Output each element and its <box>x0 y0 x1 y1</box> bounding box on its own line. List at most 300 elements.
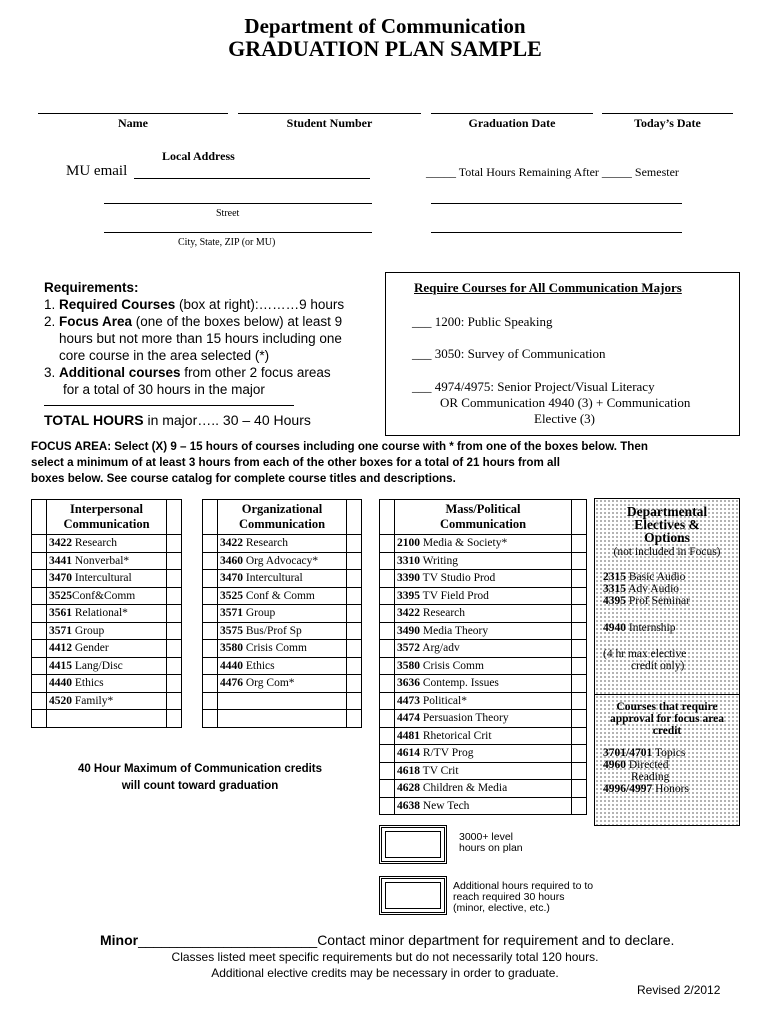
dept-course-4940[interactable] <box>603 622 739 634</box>
course-title: Political* <box>420 694 467 707</box>
course-title: Lang/Disc <box>72 659 123 672</box>
interpersonal-h1: Interpersonal <box>70 502 143 516</box>
course-cell <box>47 622 167 640</box>
dept-note-1: (4 hr max elective <box>603 648 687 660</box>
course-checkbox[interactable] <box>380 657 395 675</box>
required-course-4974[interactable]: ___ 4974/4975: Senior Project/Visual Literacy <box>412 379 655 394</box>
course-checkbox-right[interactable] <box>572 605 587 623</box>
course-checkbox[interactable] <box>203 657 218 675</box>
table-row <box>203 605 362 623</box>
table-row <box>203 535 362 553</box>
organizational-header-check <box>203 500 218 535</box>
required-course-3050[interactable]: ___ 3050: Survey of Communication <box>412 346 606 361</box>
course-checkbox[interactable] <box>32 535 47 553</box>
approval-topics-num: 3701/4701 <box>603 747 653 759</box>
course-title: Relational* <box>72 607 128 620</box>
dept-divider <box>595 694 739 695</box>
table-row <box>380 710 587 728</box>
box1-line1: 3000+ level <box>459 831 514 843</box>
req2-line2: hours but not more than 15 hours including one <box>59 331 342 346</box>
course-checkbox-right[interactable] <box>347 640 362 658</box>
course-checkbox[interactable] <box>32 692 47 710</box>
req1-bold: Required Courses <box>59 297 176 312</box>
course-cell <box>218 640 347 658</box>
dept-4395-num: 4395 <box>603 595 626 607</box>
dept-sub: (not included in Focus) <box>613 546 721 558</box>
req3-rest: from other 2 focus areas <box>180 365 331 380</box>
course-cell <box>47 587 167 605</box>
blank-checkbox-right[interactable] <box>167 710 182 728</box>
dept-note-2: credit only) <box>631 660 685 672</box>
course-cell <box>47 535 167 553</box>
course-title: Research <box>72 537 118 550</box>
course-checkbox-right[interactable] <box>572 727 587 745</box>
course-checkbox[interactable] <box>380 552 395 570</box>
course-cell <box>395 675 572 693</box>
max-note-2: will count toward graduation <box>121 780 279 792</box>
course-checkbox[interactable] <box>32 640 47 658</box>
approval-4960-line2: Reading <box>631 771 670 783</box>
requirement-2: 2. Focus Area (one of the boxes below) at least 9 <box>44 314 343 329</box>
mass-political-table <box>379 499 587 815</box>
dept-2315-num: 2315 <box>603 571 626 583</box>
course-checkbox-right[interactable] <box>572 762 587 780</box>
dept-course-2315[interactable] <box>603 571 739 583</box>
course-checkbox-right[interactable] <box>167 622 182 640</box>
course-title: Nonverbal* <box>72 554 130 567</box>
course-title: TV Field Prod <box>420 589 489 602</box>
organizational-table <box>202 499 362 728</box>
total-hours-rest: in major….. 30 – 40 Hours <box>143 412 311 428</box>
course-checkbox-right[interactable] <box>347 675 362 693</box>
minor-rest: _______________________Contact minor department for requirement and to declare. <box>138 932 675 948</box>
course-number: 3572 <box>397 642 420 655</box>
todays-date-line[interactable] <box>602 113 733 114</box>
course-checkbox[interactable] <box>32 587 47 605</box>
course-title: Rhetorical Crit <box>420 729 492 742</box>
table-row <box>380 622 587 640</box>
table-row <box>380 657 587 675</box>
course-checkbox-right[interactable] <box>167 552 182 570</box>
table-row <box>32 657 182 675</box>
course-number: 3571 <box>49 624 72 637</box>
mass-h2: Communication <box>439 517 527 531</box>
blank-checkbox-right[interactable] <box>347 692 362 710</box>
course-number: 3561 <box>49 607 72 620</box>
table-row <box>380 745 587 763</box>
req2-bold: Focus Area <box>59 314 133 329</box>
minor-line[interactable] <box>100 932 674 948</box>
course-checkbox[interactable] <box>32 622 47 640</box>
course-cell <box>395 587 572 605</box>
interpersonal-header-check-right <box>167 500 182 535</box>
course-cell <box>395 552 572 570</box>
course-title: Crisis Comm <box>243 642 307 655</box>
course-checkbox-right[interactable] <box>572 675 587 693</box>
course-cell <box>395 640 572 658</box>
dept-course-4395[interactable] <box>603 595 739 607</box>
table-row <box>203 640 362 658</box>
course-title: TV Crit <box>420 764 459 777</box>
total-hours <box>44 412 311 429</box>
table-row <box>32 570 182 588</box>
approval-4960-name: Directed <box>626 759 669 771</box>
approval-4960-num: 4960 <box>603 759 626 771</box>
course-number: 3470 <box>220 572 243 585</box>
requirements-heading: Requirements: <box>44 280 139 295</box>
course-number: 3422 <box>220 537 243 550</box>
course-cell <box>395 797 572 815</box>
course-title: Org Advocacy* <box>243 554 319 567</box>
blank-row[interactable] <box>203 692 362 710</box>
street-line[interactable] <box>104 203 372 204</box>
blank-row[interactable] <box>203 710 362 728</box>
table-row <box>32 552 182 570</box>
course-checkbox-right[interactable] <box>347 570 362 588</box>
course-title: Children & Media <box>420 782 508 795</box>
course-number: 3395 <box>397 589 420 602</box>
mu-email-label: MU email <box>66 163 128 179</box>
course-cell <box>218 675 347 693</box>
course-checkbox[interactable] <box>203 605 218 623</box>
course-number: 4520 <box>49 694 72 707</box>
blank-cell[interactable] <box>47 710 167 728</box>
course-cell <box>395 605 572 623</box>
course-checkbox[interactable] <box>32 675 47 693</box>
course-cell <box>47 570 167 588</box>
required-course-1200[interactable]: ___ 1200: Public Speaking <box>412 314 553 329</box>
course-cell <box>395 710 572 728</box>
course-title: Research <box>243 537 289 550</box>
approval-course-topics[interactable] <box>603 747 739 759</box>
course-checkbox-right[interactable] <box>572 657 587 675</box>
course-checkbox-right[interactable] <box>572 692 587 710</box>
course-checkbox-right[interactable] <box>572 587 587 605</box>
mass-header-check-right <box>572 500 587 535</box>
course-checkbox-right[interactable] <box>167 587 182 605</box>
course-checkbox-right[interactable] <box>167 692 182 710</box>
name-line[interactable] <box>38 113 228 114</box>
course-number: 2100 <box>397 537 420 550</box>
todays-date-label: Today’s Date <box>634 116 701 130</box>
course-checkbox[interactable] <box>203 640 218 658</box>
interpersonal-table <box>31 499 182 728</box>
mass-header <box>395 500 572 535</box>
table-row <box>203 570 362 588</box>
course-checkbox-right[interactable] <box>167 605 182 623</box>
course-checkbox[interactable] <box>380 710 395 728</box>
approval-topics-name: Topics <box>652 747 686 759</box>
course-number: 3422 <box>49 537 72 550</box>
dept-2315-name: Basic Audio <box>626 571 686 583</box>
course-checkbox-right[interactable] <box>347 605 362 623</box>
requirement-3: 3. Additional courses from other 2 focus areas <box>44 365 331 380</box>
approval-course-4960[interactable] <box>603 759 739 771</box>
course-number: 3525 <box>220 589 243 602</box>
blank-row[interactable] <box>32 710 182 728</box>
street-label: Street <box>216 208 240 219</box>
course-title: Family* <box>72 694 114 707</box>
level-3000-label <box>459 832 523 854</box>
approval-course-honors[interactable] <box>603 783 739 795</box>
requirement-1: 1. Required Courses (box at right):………9 hours <box>44 297 345 312</box>
mass-h1: Mass/Political <box>445 502 521 516</box>
required-course-elective: Elective (3) <box>534 411 595 426</box>
course-checkbox[interactable] <box>203 535 218 553</box>
course-cell <box>47 692 167 710</box>
course-checkbox-right[interactable] <box>572 552 587 570</box>
course-cell <box>218 570 347 588</box>
course-cell <box>395 780 572 798</box>
req2-rest: (one of the boxes below) at least 9 <box>132 314 343 329</box>
table-row <box>203 657 362 675</box>
course-cell <box>47 657 167 675</box>
course-checkbox[interactable] <box>380 535 395 553</box>
course-cell <box>395 692 572 710</box>
course-cell <box>395 657 572 675</box>
max-note-1: 40 Hour Maximum of Communication credits <box>77 763 323 775</box>
dept-heading-2: Electives & <box>634 517 700 532</box>
course-checkbox[interactable] <box>32 552 47 570</box>
course-checkbox-right[interactable] <box>572 745 587 763</box>
student-number-line[interactable] <box>238 113 421 114</box>
course-checkbox[interactable] <box>380 675 395 693</box>
dept-heading-3: Options <box>644 530 690 545</box>
course-checkbox[interactable] <box>380 640 395 658</box>
course-title: Ethics <box>72 677 104 690</box>
focus-line-1: FOCUS AREA: Select (X) 9 – 15 hours of courses including one course with * from one of the boxes below. Then <box>31 440 648 453</box>
blank-checkbox[interactable] <box>203 710 218 728</box>
course-checkbox-right[interactable] <box>347 622 362 640</box>
organizational-header-check-right <box>347 500 362 535</box>
course-checkbox[interactable] <box>203 552 218 570</box>
graduation-date-line[interactable] <box>431 113 593 114</box>
course-checkbox[interactable] <box>380 570 395 588</box>
dept-4940-num: 4940 <box>603 622 626 634</box>
course-checkbox-right[interactable] <box>572 570 587 588</box>
course-checkbox[interactable] <box>380 745 395 763</box>
interpersonal-header-check <box>32 500 47 535</box>
total-hours-remaining: _____ Total Hours Remaining After _____ Semester <box>426 165 679 179</box>
course-cell <box>395 535 572 553</box>
approval-honors-num: 4996/4997 <box>603 783 653 795</box>
revised-date: Revised 2/2012 <box>637 983 721 997</box>
blank-checkbox-right[interactable] <box>347 710 362 728</box>
total-hours-bold: TOTAL HOURS <box>44 412 144 428</box>
required-course-4940-alt: OR Communication 4940 (3) + Communication <box>440 395 691 410</box>
table-row <box>380 605 587 623</box>
interpersonal-h2: Communication <box>63 517 150 531</box>
req1-rest: (box at right):………9 hours <box>175 297 345 312</box>
focus-line-2: select a minimum of at least 3 hours from each of the other boxes for a total of 21 hours from all <box>31 456 560 469</box>
table-row <box>203 587 362 605</box>
course-checkbox-right[interactable] <box>572 797 587 815</box>
mu-email-line[interactable] <box>134 178 370 179</box>
semester-line-2[interactable] <box>431 232 682 233</box>
blank-cell[interactable] <box>218 692 347 710</box>
required-courses-heading: Require Courses for All Communication Majors <box>414 280 682 295</box>
course-checkbox[interactable] <box>32 657 47 675</box>
blank-cell[interactable] <box>218 710 347 728</box>
course-checkbox[interactable] <box>203 570 218 588</box>
course-checkbox[interactable] <box>203 587 218 605</box>
table-row <box>32 675 182 693</box>
course-checkbox-right[interactable] <box>347 657 362 675</box>
course-checkbox[interactable] <box>380 587 395 605</box>
course-checkbox-right[interactable] <box>572 780 587 798</box>
course-number: 3580 <box>220 642 243 655</box>
course-checkbox[interactable] <box>380 605 395 623</box>
course-number: 3390 <box>397 572 420 585</box>
course-title: Writing <box>420 554 458 567</box>
course-number: 3310 <box>397 554 420 567</box>
course-cell <box>218 622 347 640</box>
course-cell <box>47 552 167 570</box>
table-row <box>380 692 587 710</box>
approval-honors-name: Honors <box>652 783 689 795</box>
course-checkbox[interactable] <box>32 570 47 588</box>
course-cell <box>47 675 167 693</box>
table-row <box>380 762 587 780</box>
course-checkbox-right[interactable] <box>347 535 362 553</box>
course-cell <box>395 745 572 763</box>
course-cell <box>47 605 167 623</box>
course-number: 4614 <box>397 747 420 760</box>
graduation-date-label: Graduation Date <box>468 116 556 130</box>
course-title: Research <box>420 607 466 620</box>
table-row <box>380 535 587 553</box>
course-title: Intercultural <box>243 572 303 585</box>
course-checkbox[interactable] <box>380 797 395 815</box>
course-number: 4415 <box>49 659 72 672</box>
course-number: 4412 <box>49 642 72 655</box>
dept-4940-name: Internship <box>626 622 676 634</box>
blank-checkbox[interactable] <box>32 710 47 728</box>
requirements-block <box>44 279 379 398</box>
max-credit-note <box>30 761 370 795</box>
box2-line2: reach required 30 hours <box>453 891 565 903</box>
dept-3315-name: Adv Audio <box>626 583 680 595</box>
course-cell <box>218 587 347 605</box>
course-checkbox[interactable] <box>203 622 218 640</box>
course-number: 4618 <box>397 764 420 777</box>
course-checkbox[interactable] <box>380 622 395 640</box>
table-row <box>32 587 182 605</box>
course-checkbox-right[interactable] <box>347 587 362 605</box>
focus-area-instructions <box>31 439 751 487</box>
table-row <box>32 640 182 658</box>
course-checkbox-right[interactable] <box>572 622 587 640</box>
course-title: Conf & Comm <box>243 589 315 602</box>
minor-bold: Minor <box>100 932 139 948</box>
course-title: Persuasion Theory <box>420 712 509 725</box>
course-checkbox-right[interactable] <box>167 675 182 693</box>
course-cell <box>218 535 347 553</box>
course-checkbox-right[interactable] <box>167 570 182 588</box>
table-row <box>203 622 362 640</box>
table-row <box>380 675 587 693</box>
box2-line3: (minor, elective, etc.) <box>453 902 550 914</box>
course-number: 3460 <box>220 554 243 567</box>
course-checkbox-right[interactable] <box>167 535 182 553</box>
course-checkbox-right[interactable] <box>572 640 587 658</box>
semester-line-1[interactable] <box>431 203 682 204</box>
course-checkbox-right[interactable] <box>572 710 587 728</box>
course-number: 4440 <box>49 677 72 690</box>
table-row <box>380 727 587 745</box>
city-line[interactable] <box>104 232 372 233</box>
course-title: Gender <box>72 642 109 655</box>
departmental-electives-box <box>594 498 740 826</box>
organizational-h2: Communication <box>238 517 326 531</box>
course-cell <box>218 657 347 675</box>
additional-hours-box[interactable] <box>379 876 447 915</box>
organizational-header <box>218 500 347 535</box>
course-checkbox[interactable] <box>380 727 395 745</box>
box2-line1: Additional hours required to to <box>453 880 594 892</box>
organizational-h1: Organizational <box>241 502 323 516</box>
course-checkbox[interactable] <box>380 692 395 710</box>
course-number: 4474 <box>397 712 420 725</box>
course-number: 4473 <box>397 694 420 707</box>
interpersonal-header <box>47 500 167 535</box>
course-number: 3575 <box>220 624 243 637</box>
course-title: Group <box>243 607 276 620</box>
table-row <box>32 535 182 553</box>
course-checkbox-right[interactable] <box>167 640 182 658</box>
course-checkbox[interactable] <box>203 675 218 693</box>
course-title: Group <box>72 624 105 637</box>
course-number: 4476 <box>220 677 243 690</box>
course-number: 3422 <box>397 607 420 620</box>
course-title: Ethics <box>243 659 275 672</box>
table-row <box>380 587 587 605</box>
dept-3315-num: 3315 <box>603 583 626 595</box>
req3-line2: for a total of 30 hours in the major <box>63 382 265 397</box>
approval-1: Courses that require <box>616 701 718 713</box>
additional-hours-label <box>453 881 593 914</box>
dept-course-3315[interactable] <box>603 583 739 595</box>
course-checkbox[interactable] <box>380 762 395 780</box>
course-number: 3470 <box>49 572 72 585</box>
course-checkbox-right[interactable] <box>347 552 362 570</box>
course-title: Conf&Comm <box>72 589 136 602</box>
course-checkbox-right[interactable] <box>167 657 182 675</box>
blank-checkbox[interactable] <box>203 692 218 710</box>
student-number-label: Student Number <box>286 116 373 130</box>
requirements-divider <box>44 405 294 406</box>
course-number: 3580 <box>397 659 420 672</box>
course-checkbox[interactable] <box>380 780 395 798</box>
course-cell <box>395 727 572 745</box>
dept-4395-name: Prof Seminar <box>626 595 690 607</box>
city-label: City, State, ZIP (or MU) <box>178 237 276 248</box>
focus-line-3: boxes below. See course catalog for complete course titles and descriptions. <box>31 472 456 485</box>
table-row <box>203 675 362 693</box>
req2-line3: core course in the area selected (*) <box>59 348 270 363</box>
footer-line-3: Additional elective credits may be necessary in order to graduate. <box>211 966 559 980</box>
course-number: 3571 <box>220 607 243 620</box>
level-3000-hours-box[interactable] <box>379 825 447 864</box>
required-courses-box <box>385 272 740 436</box>
course-checkbox-right[interactable] <box>572 535 587 553</box>
course-number: 3525 <box>49 589 72 602</box>
table-row <box>380 570 587 588</box>
req3-bold: Additional courses <box>59 365 181 380</box>
course-cell <box>395 762 572 780</box>
table-row <box>380 797 587 815</box>
course-checkbox[interactable] <box>32 605 47 623</box>
